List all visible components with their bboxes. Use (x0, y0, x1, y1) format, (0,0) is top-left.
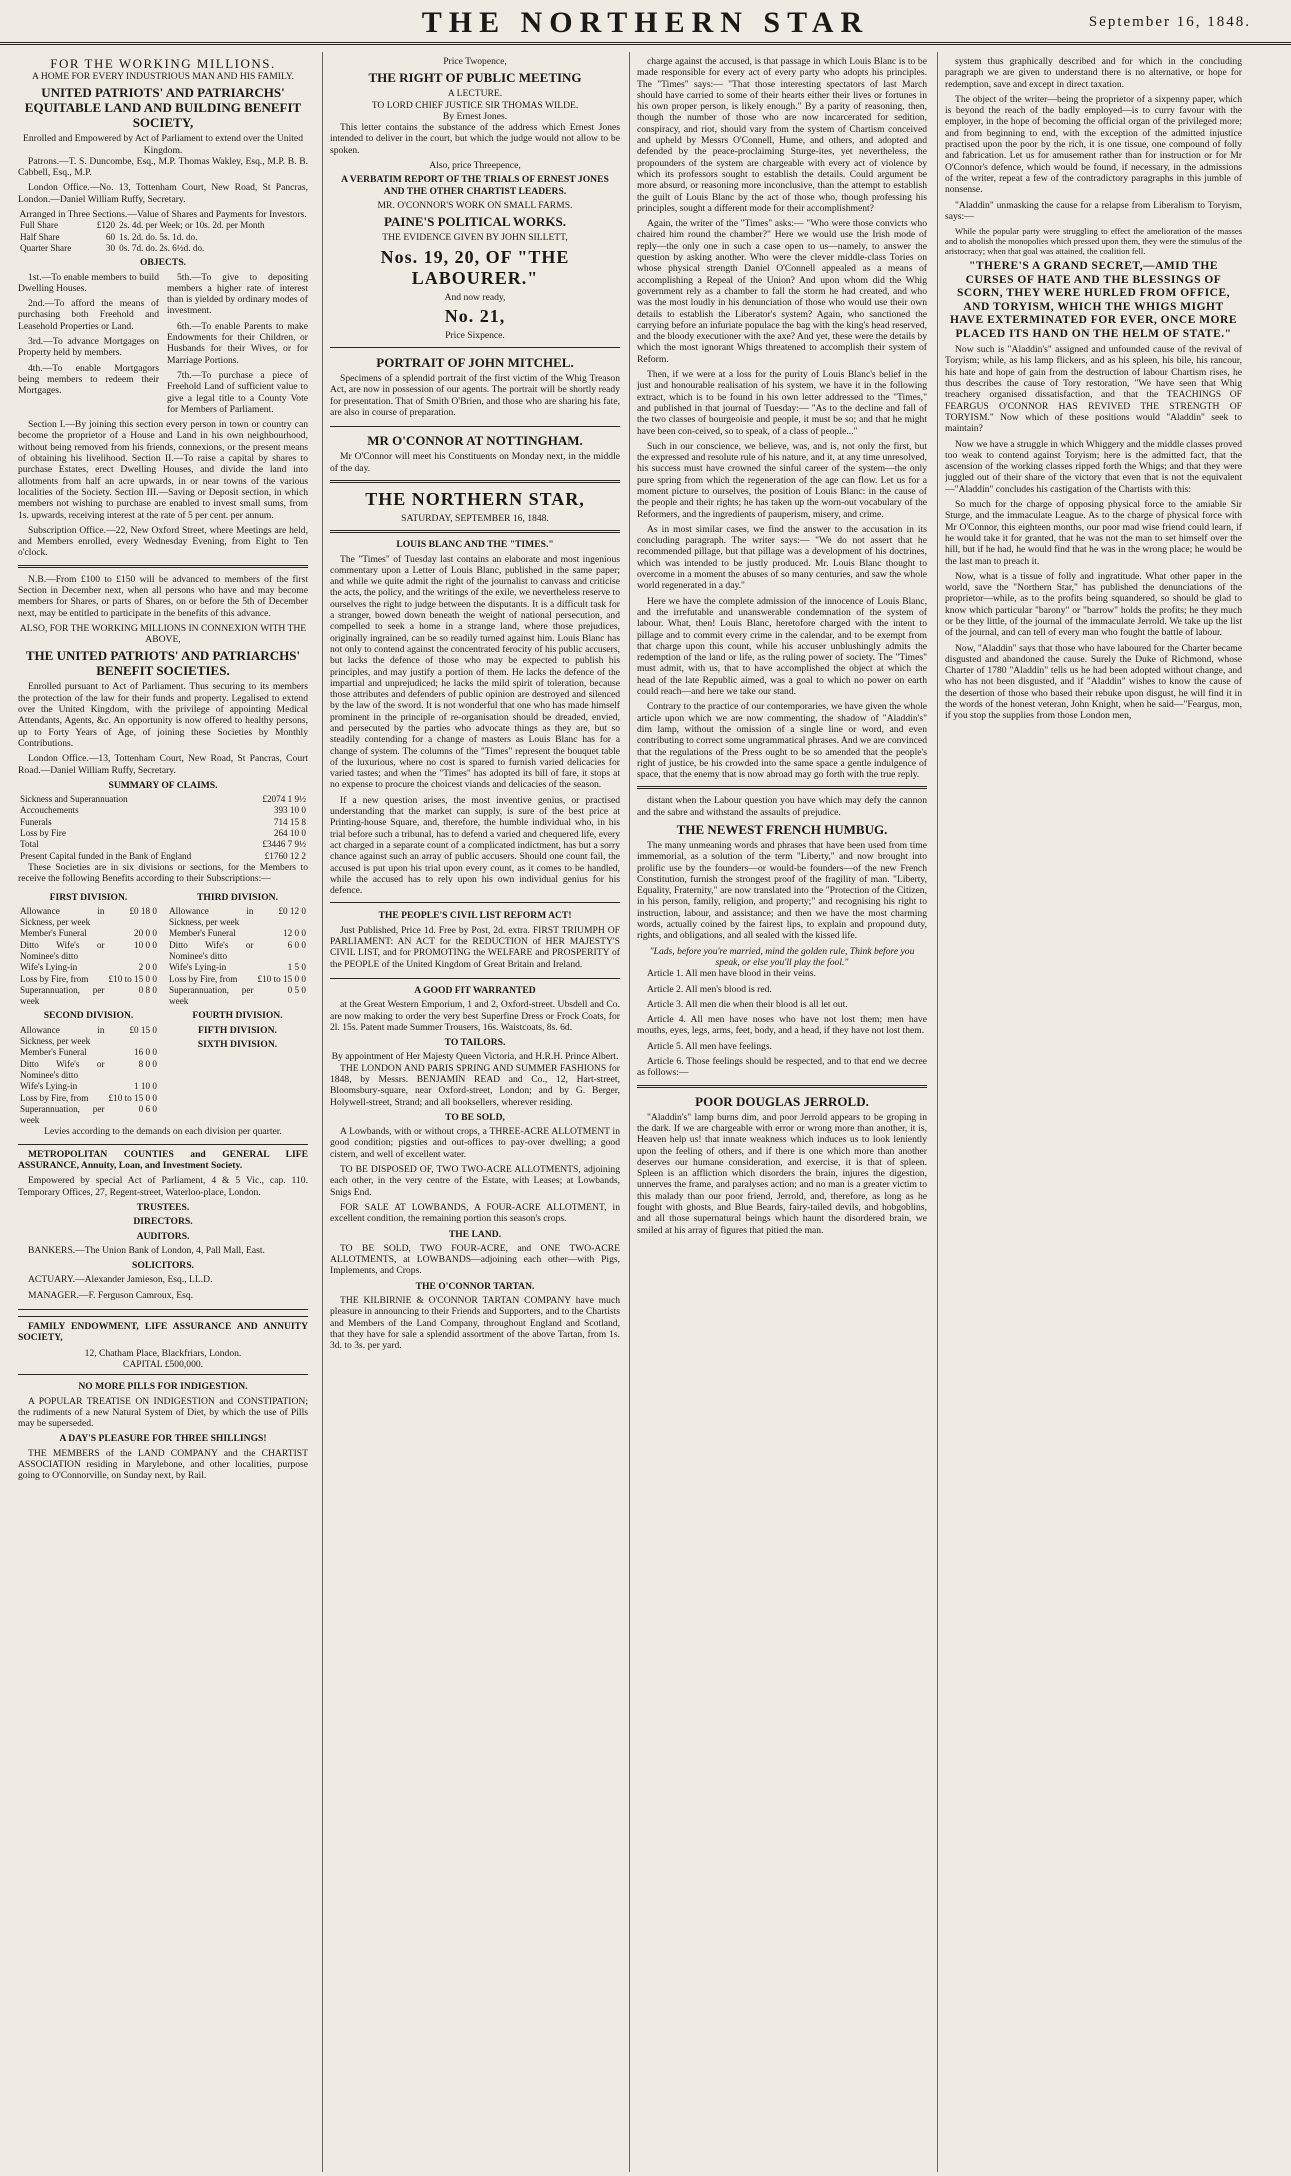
article-paragraph: Such in our conscience, we believe, was, and is, not only the first, but the expressed and resolute rule of his nature, and it, at any time unresolved, his success must have crowned the sinful career of the system—the only pure spring from which the regeneration of the age can flow. Let us for a moment picture to ourselves, the position of Louis Blanc: in the cause of the people and their rights; he has taken up the worn-out vocabulary of the Reformers, and the ingredients of pauperism, misery, and crime. (637, 440, 927, 520)
tartan-title: THE O'CONNOR TARTAN. (415, 1280, 535, 1292)
table-row: Loss by Fire 264 10 0 (20, 828, 306, 839)
paper-date: SATURDAY, SEPTEMBER 16, 1848. (401, 512, 549, 524)
objects-list (18, 272, 308, 420)
aladdin-intro: "Aladdin" unmasking the cause for a relapse from Liberalism to Toryism, says:— (945, 199, 1242, 222)
number-21-price: Price Sixpence. (445, 329, 505, 341)
article-paragraph: As in most similar cases, we find the answer to the accusation in its concluding paragraph. The writer says:— "We do not assert that he recommended pillage, but that pillage was a development of his doctrines, which was intended to be justly produced. Mr. Louis Blanc thought to overcome in a moment the abuses of so many centuries, and saw the whole world regenerated in a day." (637, 523, 927, 592)
table-row: Superannuation, per week 0 6 0 (20, 1103, 157, 1126)
table-row: Allowance in Sickness, per week £0 12 0 (169, 905, 306, 928)
also-heading: ALSO, FOR THE WORKING MILLIONS IN CONNEXION WITH THE ABOVE, (19, 622, 307, 646)
evidence-line: THE EVIDENCE GIVEN BY JOHN SILLETT, (382, 232, 568, 244)
list-item: Article 5. All men have feelings. (647, 1040, 772, 1052)
list-item: 3rd.—To advance Mortgages on Property held by members. (18, 336, 159, 359)
column-rule (322, 52, 323, 2172)
sections-body: Section I.—By joining this section every person in town or country can become the proprietor of a House and Land in his own neighbourhood, without being removed from his friends, connexions, or the present means of obtaining his livelihood. Section II.—To raise a capital by shares to purchase Estates, erect Dwelling Houses, and divide the land into allotments from half an acre upwards, in or near towns of the various localities of the Society. Section III.—Saving or Deposit section, in which members not wishing to purchase are enabled to invest small sums, from 1s. upwards, receiving interest at the rate of 5 per cent. per annum. (18, 419, 308, 521)
table-row: Ditto Wife's or Nominee's ditto 8 0 0 (20, 1058, 157, 1080)
shares-table (18, 220, 308, 254)
humbug-title: THE NEWEST FRENCH HUMBUG. (676, 822, 888, 837)
column-4 (945, 56, 1242, 2170)
sale-item: A Lowbands, with or without crops, a THREE-ACRE ALLOTMENT in good condition; pigsties and out-offices to pay-over dwelling; a good cistern, and well of excellent water. (330, 1126, 620, 1160)
sale-item: FOR SALE AT LOWBANDS, A FOUR-ACRE ALLOTMENT, in excellent condition, the remaining portion this season's crops. (330, 1201, 620, 1225)
article-body-2: If a new question arises, the most inventive genius, or practised understanding that the market can supply, is sure of the best price at Printing-house Square, and, therefore, the humble individual who, in his trial before such a tribunal, has to defend a varied and chequered life, every act charged in a separate count of a complicated indictment, has but a sorry chance against such an array of public accusers. Should one count fail, the accused is put upon his trial upon every count, as it comes to be handled, while the accused has to rely upon his own individual genius for his defence. (330, 794, 620, 897)
lecture-title: THE RIGHT OF PUBLIC MEETING (368, 70, 582, 86)
ad-body: Just Published, Price 1d. Free by Post, 2d. extra. FIRST TRIUMPH OF PARLIAMENT: AN ACT for the REDUCTION of HER MAJESTY'S CIVIL LIST, and for PROMOTING the WELFARE and PROSPERITY of the PEOPLE of the United Kingdom of Great Britain and Ireland. (330, 924, 620, 970)
table-row: Member's Funeral 16 0 0 (20, 1047, 157, 1058)
lecture-body: This letter contains the substance of the address which Ernest Jones intended to deliver in the court, but which the judge would not allow to be spoken. (330, 122, 620, 156)
division-heading: FOURTH DIVISION. (192, 1010, 283, 1022)
benefit-body: Enrolled pursuant to Act of Parliament. Thus securing to its members the protection of the law for their funds and property. Legalised to extend over the United Kingdom, with the privilege of appointing Medical Attendants, Agents, &c. An opportunity is now offered to healthy persons, up to Forty Years of Age, of joining these Societies by Monthly Contributions. (18, 681, 308, 749)
issue-date: September 16, 1848. (1088, 14, 1251, 30)
also-price: Also, price Threepence, (429, 160, 521, 172)
good-fit-title: A GOOD FIT WARRANTED (414, 984, 536, 996)
day-pleasure-body: THE MEMBERS of the LAND COMPANY and the CHARTIST ASSOCIATION residing in Marylebone, and other localities, purpose going to O'Connorville, on Sunday next, by Rail. (18, 1447, 308, 1482)
divider (18, 565, 308, 568)
tartan-body: THE KILBIRNIE & O'CONNOR TARTAN COMPANY have much pleasure in announcing to their Friends and Supporters, and to the Chartists and Members of the Land Company, throughout England and Scotland, that they have for sale a splendid assortment of the above Tartan, from 1s. 3d. to 3s. per yard. (330, 1295, 620, 1352)
metropolitan-ad (18, 1144, 308, 1310)
list-item: Article 2. All men's blood is red. (647, 983, 772, 995)
objects-heading: OBJECTS. (139, 257, 187, 269)
list-item: Article 3. All men die when their blood is all let out. (647, 998, 848, 1010)
table-row: Loss by Fire, from £10 to 15 0 0 (169, 973, 306, 984)
table-row: Present Capital funded in the Bank of England £1760 12 2 (20, 850, 306, 861)
ad-body: Empowered by special Act of Parliament, 4 & 5 Vic., cap. 110. Temporary Offices, 27, Regent-street, Waterloo-place, London. (18, 1175, 308, 1198)
list-item: 1st.—To enable members to build Dwelling Houses. (18, 271, 159, 294)
portrait-notice (330, 347, 620, 427)
article-paragraph: Here we have the complete admission of the innocence of Louis Blanc, and the irrefutable and unanswerable condemnation of the system of labour. What, then! Louis Blanc, heretofore charged with the intent to pillage and to commit every crime in the calendar, and to be exempt from that charge upon this count, while his accuser unblushingly admits the redemption of the land or life, as the ruling power of society. The "Times" must admit, with us, that to have accomplished the object at which the head of the late Republic aimed, was a goal to which no power on earth could reach—and here we take our stand. (637, 595, 927, 698)
masthead (0, 0, 1291, 45)
division-table (18, 1025, 159, 1127)
article-paragraph: Now we have a struggle in which Whiggery and the middle classes proved too weak to contend against Toryism; here is the admitted fact, that the ascension of the working classes ripped forth the Whigs; and that they were juggled out of their share of the victory that even that is not the equivalent—"Aladdin" concludes his castigation of the Chartists with this: (945, 438, 1242, 495)
table-row: Member's Funeral 12 0 0 (169, 928, 306, 939)
paine-title: PAINE'S POLITICAL WORKS. (384, 214, 566, 230)
number-21: No. 21, (444, 305, 506, 326)
divider (637, 786, 927, 789)
table-row: Member's Funeral 20 0 0 (20, 928, 157, 939)
table-row: Allowance in Sickness, per week £0 15 0 (20, 1024, 157, 1047)
table-row: Ditto Wife's or Nominee's ditto 6 0 0 (169, 939, 306, 961)
list-item: Article 6. Those feelings should be respected, and to that end we decree as follows:— (637, 1056, 927, 1079)
oconnor-work: MR. O'CONNOR'S WORK ON SMALL FARMS. (377, 199, 573, 211)
claims-table (18, 794, 308, 862)
actuary: ACTUARY.—Alexander Jamieson, Esq., LL.D. (28, 1274, 213, 1286)
douglas-title: POOR DOUGLAS JERROLD. (695, 1093, 869, 1109)
article-paragraph: charge against the accused, is that passage in which Louis Blanc is to be made responsible for every act of every party who adopts his principles. The "Times" says:— "That those interesting spectators of last March should have carried to some of their hearts either their lives or fortunes in his own proper person, is likely enough." By a parity of reasoning, then, though the number of those who are now incarcerated for sedition, conspiracy, and riot, should vary from the system of Chartism conceived and upheld by Messrs O'Connell, Hume, and others, and adopted and defended by the peace-proclaiming Sturge-ites, yet nevertheless, the propounders of the system are chargeable with every act of violence by which its professors sought to establish the details. Could argument be more absurd, or reasoning more inconclusive, than the attempt to establish the guilt of Louis Blanc by the act of those who, though professing his principles, sought a different mode for their accomplishment? (637, 56, 927, 214)
article-paragraph: The object of the writer—being the proprietor of a sixpenny paper, which is beyond the reach of the badly employed—is to curry favour with the employer, in the hope of becoming the official organ of the privileged more; and from beginning to end, with the exception of the admitted injustice practised upon the poor by the rich, it is one tissue, one compound of folly and fabrication. Let us for amusement rather than for instruction or for Mr O'Connor's defence, which would be found, if necessary, in the admissions of the writer, repeat a few of the contradictory paragraphs in this jumble of nonsense. (945, 93, 1242, 196)
list-item: 4th.—To enable Mortgagors being members to redeem their Mortgages. (18, 362, 159, 397)
table-row: Wife's Lying-in 2 0 0 (20, 962, 157, 973)
tailors-body: THE LONDON AND PARIS SPRING AND SUMMER FASHIONS for 1848, by Messrs. BENJAMIN READ and Co., 12, Hart-street, Bloomsbury-square, near Oxford-street, London; and by G. Berger, Holywell-street, Strand; and all booksellers, wherever residing. (330, 1062, 620, 1108)
article-paragraph: Now, "Aladdin" says that those who have laboured for the Charter became disgusted and abandoned the cause. Surely the Duke of Richmond, whose Charter of 1780 "Aladdin" tells us he had been adopted without change, and who has not been disgusted, and if "Aladdin" wishes to know the cause of the desertion of those who based their rebuke upon disgust, he will find it in the words of the honest veteran, John Knight, when he said—"Feargus, mon, if you stop the supplies from those London men, (945, 642, 1242, 722)
manager: MANAGER.—F. Ferguson Camroux, Esq. (28, 1289, 194, 1301)
divider (637, 1085, 927, 1088)
price-line: Price Twopence, (443, 56, 507, 67)
division-heading: SECOND DIVISION. (43, 1010, 134, 1022)
section-subheading: A HOME FOR EVERY INDUSTRIOUS MAN AND HIS FAMILY. (32, 71, 294, 82)
bankers: BANKERS.—The Union Bank of London, 4, Pall Mall, East. (28, 1244, 265, 1256)
subscription-office: Subscription Office.—22, New Oxford Street, where Meetings are held, and Members enrolled, every Wednesday Evening, from Eight to Ten o'clock. (18, 524, 308, 559)
table-row: Wife's Lying-in 1 10 0 (20, 1081, 157, 1092)
douglas-body: "Aladdin's" lamp burns dim, and poor Jerrold appears to be groping in the dark. If we are chargeable with error or wrong more than another, it is, Heaven help us! that innate weakness which induces us to look leniently upon the feeling of others, and if there is one which more than another deserves our humane consideration, and exercise, it is that of spleen. Spleen is an affliction which disorders the brain, injures the digestion, unnerves the frame, and paralyses action; and no man is a greater victim to this malady than our poor friend, Jerrold, and, therefore, as long as he fought with ghosts, and Blue Beards, fairy-tailed devils, and hobgoblins, and all those supernatural beings which haunt the disordered brain, we smiled at his array of figures that pitied the man. (637, 1111, 927, 1236)
column-rule (937, 52, 938, 2172)
table-row: Wife's Lying-in 1 5 0 (169, 962, 306, 973)
ad-title: THE PEOPLE'S CIVIL LIST REFORM ACT! (378, 910, 572, 922)
article-paragraph: distant when the Labour question you have which may defy the cannon and the sabre and withstand the assaults of prejudice. (637, 795, 927, 818)
auditors-heading: AUDITORS. (136, 1230, 190, 1242)
lecture-sub: A LECTURE. (447, 88, 503, 100)
list-item: Article 1. All men have blood in their veins. (647, 968, 816, 980)
table-row: Loss by Fire, from £10 to 15 0 0 (20, 973, 157, 984)
advance-note: N.B.—From £100 to £150 will be advanced to members of the first Section in December next, when all persons who have and may become members for Shares, or parts of Shares, on or before the 5th of December next, may be entitled to participate in the benefits of this advance. (18, 573, 308, 619)
no-pills-heading: NO MORE PILLS FOR INDIGESTION. (78, 1381, 248, 1393)
divisions (18, 889, 308, 1127)
nottingham-title: MR O'CONNOR AT NOTTINGHAM. (367, 433, 583, 449)
article-paragraph: Then, if we were at a loss for the purity of Louis Blanc's belief in the just and honourable realisation of his system, we have it in the following extract, which is to be found in his own letter addressed to the "Times," and published in that journal of Tuesday:— "As to the decline and fall of the two classes of bourgeoisie and people, it must be so; and that he might have been con-ceived, so to speak, of a class of people..." (637, 369, 927, 437)
division-heading: FIRST DIVISION. (49, 891, 128, 903)
good-fit-body: at the Great Western Emporium, 1 and 2, Oxford-street. Ubsdell and Co. are now making to order the very best Superfine Dress or Frock Coats, for 2l. 15s. Patent made Summer Trousers, 16s. Waistcoats, 8s. 6d. (330, 999, 620, 1033)
table-row: Half Share 60 1s. 2d. do. 5s. 1d. do. (20, 231, 198, 242)
family-endowment-ad (18, 1316, 308, 1375)
ad-capital: CAPITAL £500,000. (122, 1358, 204, 1370)
arrangement-line: Arranged in Three Sections.—Value of Shares and Payments for Investors. (19, 209, 307, 221)
article-paragraph: Again, the writer of the "Times" asks:— "Who were those convicts who chaired him round the chamber?" Here we would use the Irish mode of reply—the only one in such a case open to us—namely, to answer the question by asking another. Who were the clever middle-class Tories on whose physical strength Daniel O'Connell appealed as a means of accomplishing a Repeal of the Union? And upon whom did the Whig government rely as a chamber to fall the storm he had created, and who was the most loudly in his denunciation of those who would use their own details to establish the Liberator's system? Again, who sanctioned the carrying before an infuriate populace the bag with the king's head reserved, and the bloody executioner with the axe? And yet, these were the details by which the most ignorant Whigs threatened to accomplish their system of Reform. (637, 218, 927, 365)
verse-caps: "THERE'S A GRAND SECRET,—AMID THE CURSES OF HATE AND THE BLESSINGS OF SCORN, THEY WERE HURLED FROM OFFICE, AND TORYISM, WHICH THE WHIGS MIGHT HAVE EXTERMINATED FOR EVER, ONCE MORE PLACED ITS HAND ON THE HELM OF STATE." (949, 260, 1238, 340)
directors-heading: DIRECTORS. (133, 1216, 193, 1228)
division-heading: FIFTH DIVISION. (198, 1024, 277, 1036)
benefit-title: THE UNITED PATRIOTS' AND PATRIARCHS' BENEFIT SOCIETIES. (25, 648, 301, 679)
day-pleasure-heading: A DAY'S PLEASURE FOR THREE SHILLINGS! (59, 1433, 267, 1445)
society-enrolled: Enrolled and Empowered by Act of Parliament to extend over the United Kingdom. (22, 133, 303, 156)
division-table (167, 906, 308, 1008)
office-address-2: London Office.—13, Tottenham Court, New Road, St Pancras, Court Road.—Daniel William Ruffy, Secretary. (18, 753, 308, 776)
division-heading: SIXTH DIVISION. (197, 1039, 278, 1051)
article-paragraph: system thus graphically described and for which in the concluding paragraph we are given to understand there is no alternative, or hope for redemption, save and except in direct taxation. (945, 56, 1242, 90)
portrait-title: PORTRAIT OF JOHN MITCHEL. (376, 355, 574, 371)
land-title: THE LAND. (448, 1228, 502, 1240)
column-2 (330, 56, 620, 2170)
divider (330, 530, 620, 533)
society-title: UNITED PATRIOTS' AND PATRIARCHS' EQUITABLE LAND AND BUILDING BENEFIT SOCIETY, (24, 85, 302, 131)
nottingham-body: Mr O'Connor will meet his Constituents on Monday next, in the middle of the day. (330, 451, 620, 474)
patrons: Patrons.—T. S. Duncombe, Esq., M.P. Thomas Wakley, Esq., M.P. B. B. Cabbell, Esq., M.P. (18, 155, 308, 179)
list-item: 7th.—To purchase a piece of Freehold Land of sufficient value to give a legal title to a County Vote for Members of Parliament. (167, 369, 308, 415)
ad-title: METROPOLITAN COUNTIES and GENERAL LIFE ASSURANCE, Annuity, Loan, and Investment Society. (18, 1148, 308, 1172)
table-row: Quarter Share 30 0s. 7d. do. 2s. 6½d. do. (20, 242, 205, 253)
column-1 (18, 56, 308, 2170)
tailors-title: TO TAILORS. (444, 1037, 506, 1049)
paper-title: THE NORTHERN STAR, (365, 488, 585, 509)
table-row: Loss by Fire, from £10 to 15 0 0 (20, 1092, 157, 1103)
newspaper-title: THE NORTHERN STAR (421, 6, 870, 39)
lecture-by: By Ernest Jones. (442, 110, 508, 122)
table-row: Sickness and Superannuation £2074 1 9½ (20, 794, 306, 805)
table-row: Funerals 714 15 8 (20, 816, 306, 827)
list-item: 6th.—To enable Parents to make Endowments for their Children, or Husbands for their Wives, or for Marriage Portions. (167, 320, 308, 366)
civil-list-ad (330, 902, 620, 978)
solicitors-heading: SOLICITORS. (132, 1260, 194, 1272)
ad-title: FAMILY ENDOWMENT, LIFE ASSURANCE AND ANNUITY SOCIETY, (18, 1321, 308, 1344)
ad-address: 12, Chatham Place, Blackfriars, London. (84, 1347, 242, 1359)
table-row: Full Share £120 2s. 4d. per Week; or 10s. 2d. per Month (20, 220, 265, 231)
office-address: London Office.—No. 13, Tottenham Court, New Road, St Pancras, London.—Daniel William Ruffy, Secretary. (18, 182, 308, 205)
no-pills-body: A POPULAR TREATISE ON INDIGESTION and CONSTIPATION; the rudiments of a new Natural System of Diet, by which the use of Pills may be superseded. (18, 1395, 308, 1430)
list-item: Article 4. All men have noses who have not lost them; men have mouths, eyes, legs, arms, feet, body, and a head, if they have not lost them. (637, 1014, 927, 1037)
table-row: Superannuation, per week 0 8 0 (20, 984, 157, 1007)
labourer-numbers: Nos. 19, 20, OF "THE LABOURER." (380, 246, 570, 288)
article-paragraph: Now, what is a tissue of folly and ingratitude. What other paper in the world, save the "Northern Star," has published the denunciations of the proprietor—while, as to the profits being squandered, so should be glad to know which particular "barony" or "barrow" holds the profits; he they much or be they little, of the journal of the immaculate Jerrold. We take up the list of the journal, and can tell of every man who fought the battle of labour. (945, 570, 1242, 639)
section-heading: FOR THE WORKING MILLIONS. (50, 56, 276, 71)
article-paragraph: So much for the charge of opposing physical force to the amiable Sir Sturge, and the immaculate League. As to the charge of physical force with Mr O'Connor, this eighteen months, our poor mad wise friend could learn, if he would take it for granted, that he was not the man to set himself over the hill, but if he had, he would find that he was in the wrong place; he would be the last man to preach it. (945, 499, 1242, 567)
land-body: TO BE SOLD, TWO FOUR-ACRE, and ONE TWO-ACRE ALLOTMENTS, at LOWBANDS—adjoining each other—with Pigs, Implements, and Crops. (330, 1242, 620, 1277)
divisions-note: These Societies are in six divisions or sections, for the Members to receive the following Benefits according to their Subscriptions:— (18, 861, 308, 885)
to-be-sold-title: TO BE SOLD, (445, 1111, 505, 1123)
aladdin-quote: While the popular party were struggling to effect the amelioration of the masses and to abolish the monopolies which pressed upon them, they were the stimulus of the aristocracy; when that goal was attained, the coalition fell. (945, 226, 1242, 257)
article-body: The "Times" of Tuesday last contains an elaborate and most ingenious commentary upon a Letter of Louis Blanc, published in the same paper; and while we quite admit the right of the journalist to canvass and criticise the acts, the policy, and the writings of the exile, we nevertheless reserve to ourselves the right to judge between the disputants. It is a difficult task for a stranger, bowed down beneath the weight of national persecution, and compelled to seek a home in a strange land, where those prejudices, originally ingrained, can be so readily turned against him. Louis Blanc has not only to contend against the concentrated ferocity of his public accusers, but lacks the defence of those who may be expected to publish his principles, and may justify a portion of them. He lacks the defence of the impartial and unprejudiced; he lacks the mild spirit of toleration, because those attributes and defenders of public opinion are destroyed and silenced by the law of the sword. It is not wonderful that one who has made himself prominent in the principle of re-organisation should be dreaded, envied, and persecuted by the parties who advocate things as they are, but so steadily contending for a change of masters as Louis Blanc has for a change of system. The columns of the "Times" represent the bouquet table of the luxurious, where no cost is spared to furnish varied delicacies for varied tastes; and when the "Times" has adopted its bill of fare, it stops at no expense to procure the choicest viands and delicacies of the season. (330, 553, 620, 791)
labourer-ready: And now ready, (444, 291, 506, 303)
tailors-appointment: By appointment of Her Majesty Queen Victoria, and H.R.H. Prince Albert. (331, 1051, 619, 1063)
trustees-heading: TRUSTEES. (136, 1201, 190, 1213)
lecture-to: TO LORD CHIEF JUSTICE SIR THOMAS WILDE. (371, 99, 579, 111)
table-row: Allowance in Sickness, per week £0 18 0 (20, 905, 157, 928)
division-heading: THIRD DIVISION. (196, 891, 279, 903)
list-item: 5th.—To give to depositing members a higher rate of interest than is yielded by ordinary modes of investment. (167, 271, 308, 317)
table-row: Total £3446 7 9½ (20, 839, 306, 850)
column-3 (637, 56, 927, 2170)
article-paragraph: Contrary to the practice of our contemporaries, we have given the whole article upon which we are now commenting, the shadow of "Aladdin's" dim lamp, without the omission of a single line or word, and even contributing to correct some ungrammatical phrases. And we are convinced that the regulations of the Press ought to be so amended that the people's right of justice, be his crowded into the same space a gentle indulgence of space, that the enemy that is now abroad may go forth with the true reply. (637, 701, 927, 781)
table-row: Ditto Wife's or Nominee's ditto 10 0 0 (20, 939, 157, 961)
trial-title: A VERBATIM REPORT OF THE TRIALS OF ERNEST JONES AND THE OTHER CHARTIST LEADERS. (341, 174, 609, 197)
sale-item: TO BE DISPOSED OF, TWO TWO-ACRE ALLOTMENTS, adjoining each other, in the very centre of the Estate, with Leases; at Lowbands, Snigs End. (330, 1164, 620, 1198)
table-row: Accouchements 393 10 0 (20, 805, 306, 816)
humbug-body: The many unmeaning words and phrases that have been used from time immemorial, as a solution of the term "Liberty," and now brought into prolific use by the founders—or would-be founders—of the new French Constitution, furnish the strongest proof of the fragility of man. "Liberty, Equality, Fraternity," are now translated into the "Protection of the Citizen, in his person, family, religion, and property;" and recognising his right to instruction, labour, and assistance; and then we have the most charming words, actually coined by the fairest lips, to explain and propound duty, rights, and obligations, and all sealed with the kissed life. (637, 840, 927, 942)
divider (330, 480, 620, 483)
table-row: Superannuation, per week 0 5 0 (169, 984, 306, 1007)
summary-heading: SUMMARY OF CLAIMS. (108, 779, 218, 791)
list-item: 2nd.—To afford the means of purchasing both Freehold and Leasehold Properties or Land. (18, 298, 159, 332)
division-table (18, 906, 159, 1008)
column-rule (629, 52, 630, 2172)
portrait-body: Specimens of a splendid portrait of the first victim of the Whig Treason Act, are now in possession of our agents. The portrait will be shortly ready for presentation. That of Smith O'Brien, and those who are sharing his fate, are also in course of preparation. (330, 373, 620, 419)
split-columns (637, 56, 927, 780)
article-title: LOUIS BLANC AND THE "TIMES." (396, 539, 554, 551)
article-paragraph: Now such is "Aladdin's" assigned and unfounded cause of the revival of Toryism; while, as his lamp flickers, and as his spleen, his bile, his rancour, his hate and hope of gain from the destruction of labour Chartism rises, he thus describes the cause of Tory restoration, "We have seen that Whig treachery organised dissatisfaction, and that the TEACHINGS OF FEARGUS O'CONNOR HAS REVIVED THE STRENGTH OF TORYISM." Now which of these positions would "Aladdin" seek to maintain? (945, 344, 1242, 435)
verse: "Lads, before you're married, mind the golden rule, Think before you speak, or else you'll play the fool." (649, 945, 915, 968)
levies-note: Levies according to the demands on each division per quarter. (44, 1126, 282, 1138)
